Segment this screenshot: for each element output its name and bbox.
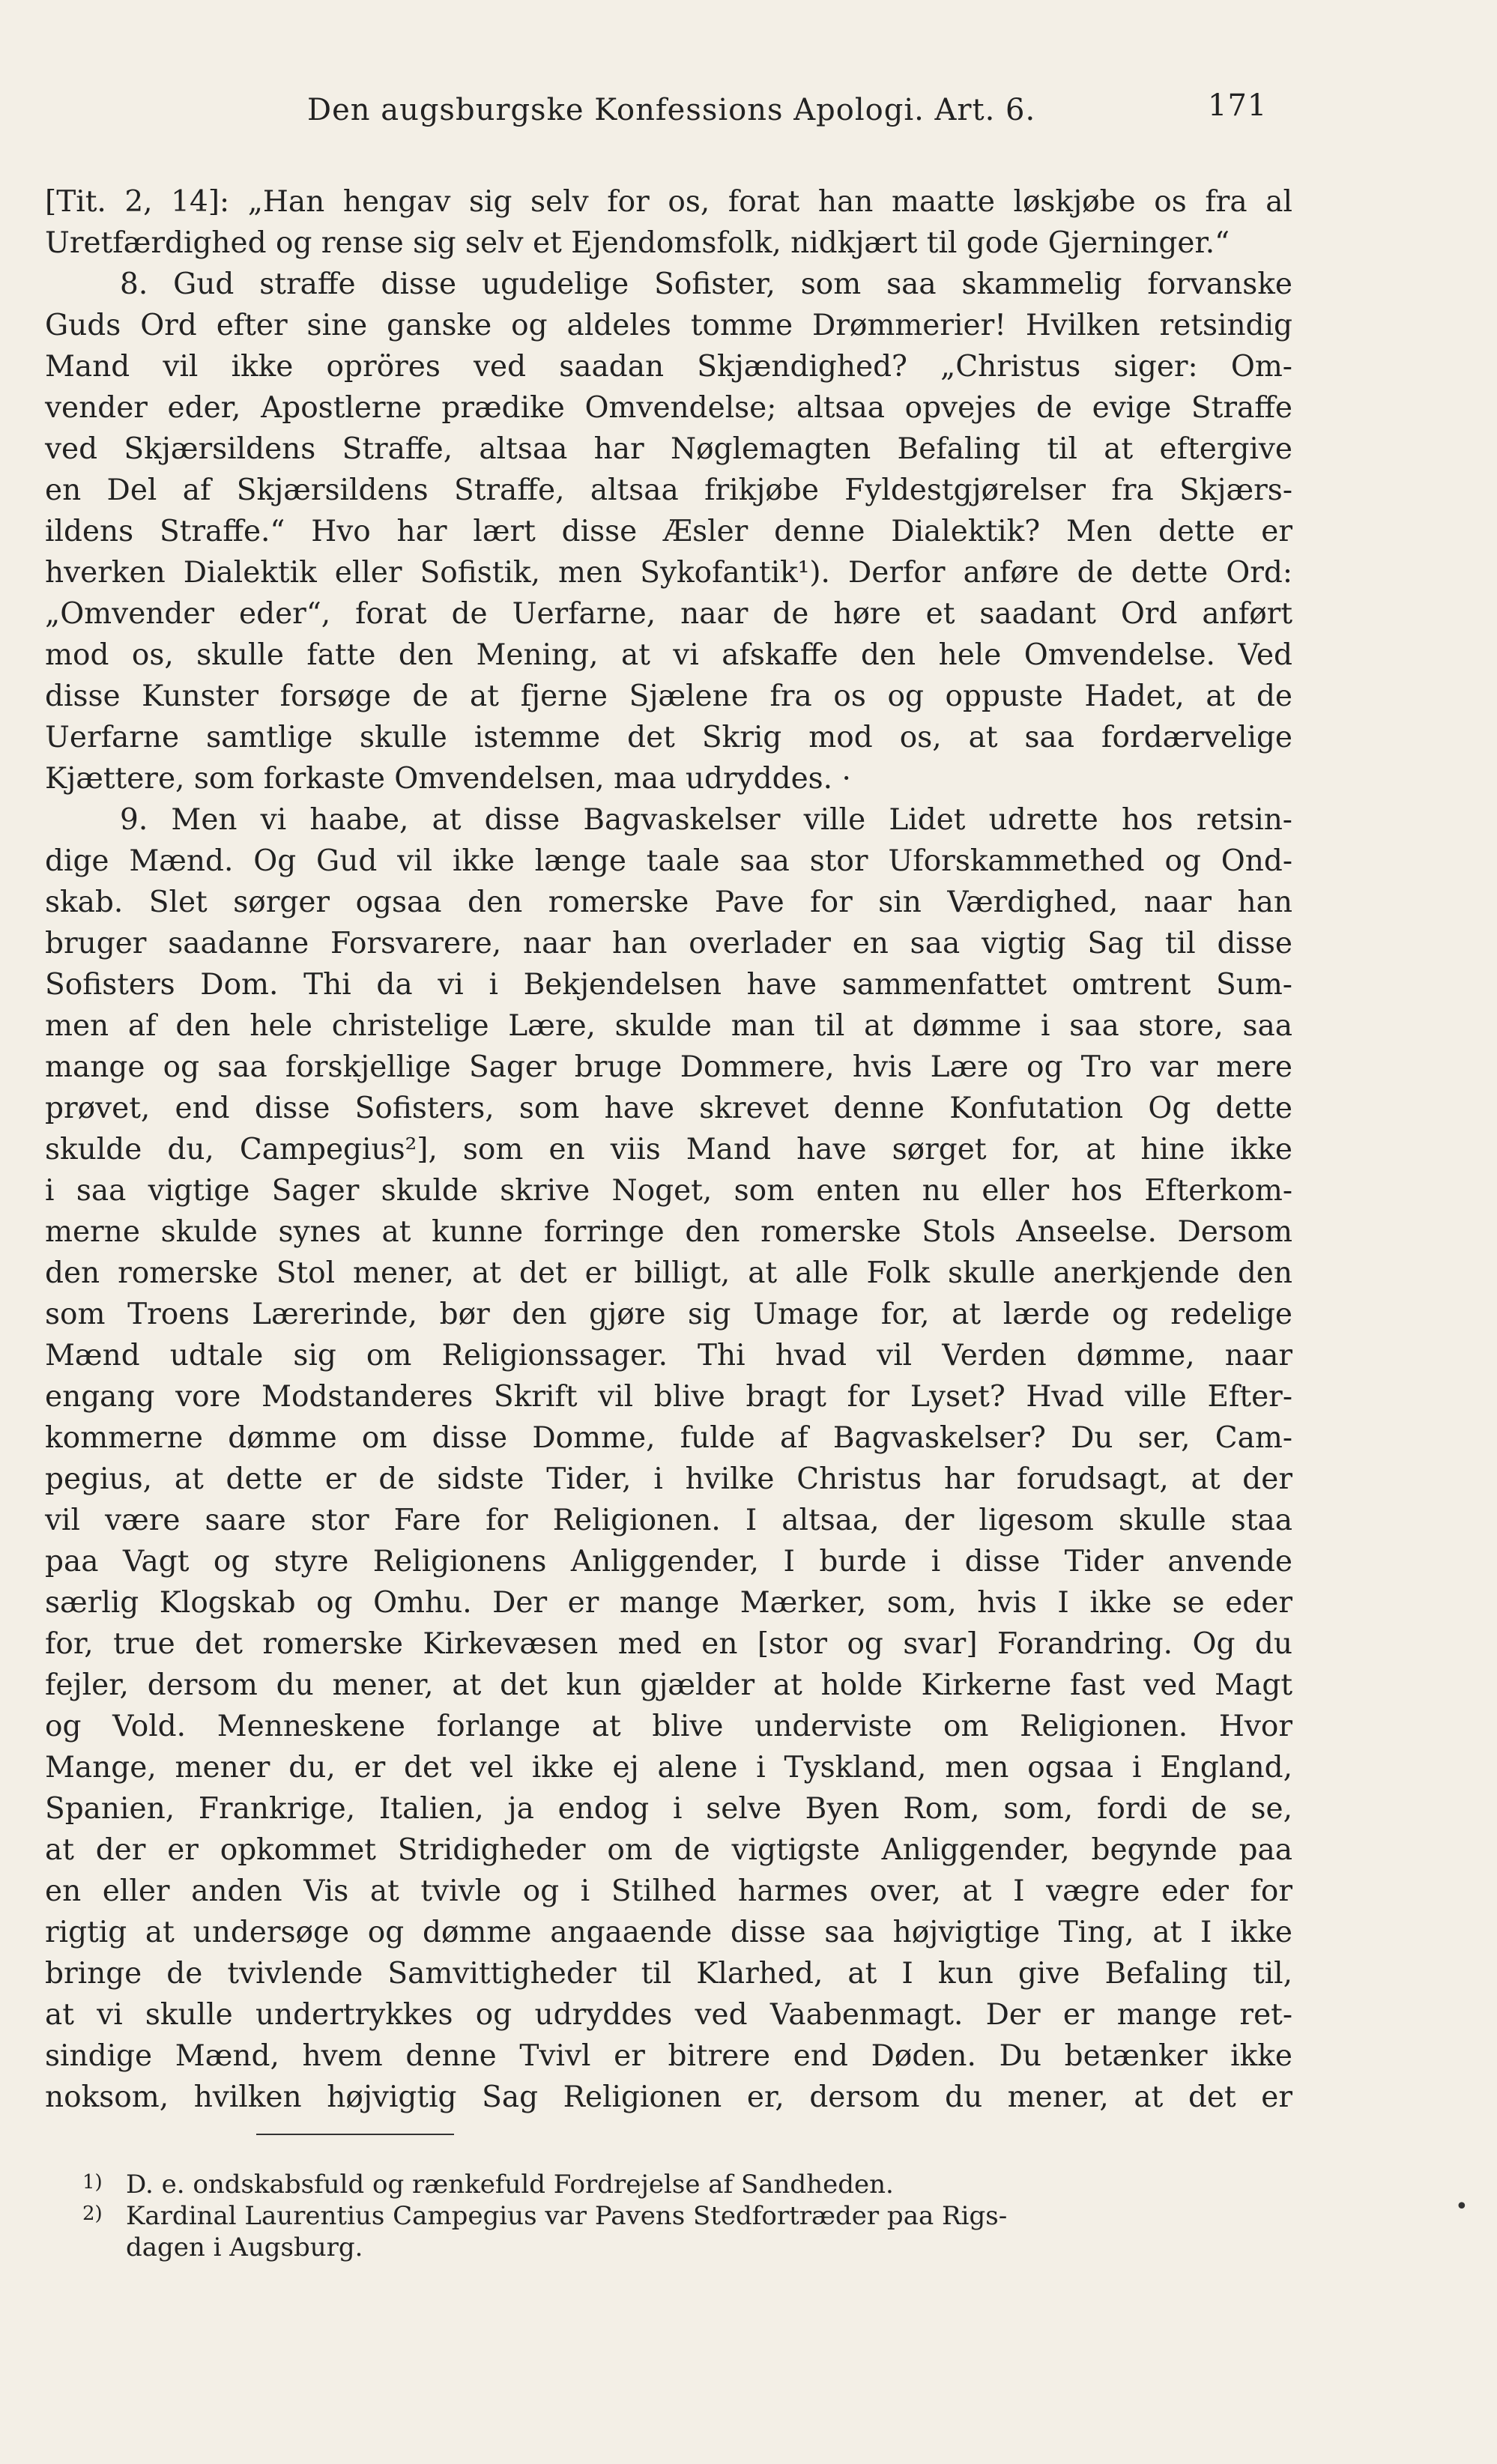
text-line: engang vore Modstanderes Skrift vil blive bragt for Lyset? Hvad ville Efter- — [45, 1380, 1292, 1414]
text-line: fejler, dersom du mener, at det kun gjælder at holde Kirkerne fast ved Magt — [45, 1668, 1292, 1702]
text-line: for, true det romerske Kirkevæsen med en [stor og svar] Forandring. Og du — [45, 1627, 1292, 1661]
text-line: i saa vigtige Sager skulde skrive Noget, som enten nu eller hos Efterkom- — [45, 1174, 1292, 1208]
text-line: Mange, mener du, er det vel ikke ej alene i Tyskland, men ogsaa i England, — [45, 1751, 1292, 1785]
text-line: Spanien, Frankrige, Italien, ja endog i selve Byen Rom, som, fordi de se, — [45, 1792, 1292, 1826]
text-line: som Troens Lærerinde, bør den gjøre sig Umage for, at lærde og redelige — [45, 1298, 1292, 1331]
footnote-line — [82, 2200, 1296, 2232]
text-line: den romerske Stol mener, at det er billigt, at alle Folk skulle anerkjende den — [45, 1256, 1292, 1290]
text-line: skab. Slet sørger ogsaa den romerske Pave for sin Værdighed, naar han — [45, 886, 1292, 919]
text-line: ildens Straffe.“ Hvo har lært disse Æsler denne Dialektik? Men dette er — [45, 515, 1292, 548]
text-line: særlig Klogskab og Omhu. Der er mange Mærker, som, hvis I ikke se eder — [45, 1586, 1292, 1620]
footnote-line — [82, 2169, 1296, 2200]
text-line: Guds Ord efter sine ganske og aldeles tomme Drømmerier! Hvilken retsindig — [45, 309, 1292, 342]
text-line: 9. Men vi haabe, at disse Bagvaskelser ville Lidet udrette hos retsin- — [120, 803, 1292, 837]
text-line: sindige Mænd, hvem denne Tvivl er bitrere end Døden. Du betænker ikke — [45, 2039, 1292, 2073]
text-line: merne skulde synes at kunne forringe den romerske Stols Anseelse. Dersom — [45, 1215, 1292, 1249]
text-line: paa Vagt og styre Religionens Anliggender, I burde i disse Tider anvende — [45, 1545, 1292, 1578]
text-line: en Del af Skjærsildens Straffe, altsaa frikjøbe Fyldestgjørelser fra Skjærs- — [45, 473, 1292, 507]
text-line: Mænd udtale sig om Religionssager. Thi hvad vil Verden dømme, naar — [45, 1339, 1292, 1372]
text-line: vil være saare stor Fare for Religionen. I altsaa, der ligesom skulle staa — [45, 1504, 1292, 1537]
text-line: vender eder, Apostlerne prædike Omvendelse; altsaa opvejes de evige Straffe — [45, 391, 1292, 425]
text-line: skulde du, Campegius²], som en viis Mand have sørget for, at hine ikke — [45, 1133, 1292, 1166]
text-line: bringe de tvivlende Samvittigheder til Klarhed, at I kun give Befaling til, — [45, 1957, 1292, 1991]
text-line: kommerne dømme om disse Domme, fulde af Bagvaskelser? Du ser, Cam- — [45, 1421, 1292, 1455]
text-line: prøvet, end disse Sofisters, som have skrevet denne Konfutation Og dette — [45, 1092, 1292, 1125]
text-line: pegius, at dette er de sidste Tider, i hvilke Christus har forudsagt, at der — [45, 1462, 1292, 1496]
text-line: en eller anden Vis at tvivle og i Stilhed harmes over, at I vægre eder for — [45, 1874, 1292, 1908]
text-line: at der er opkommet Stridigheder om de vigtigste Anliggender, begynde paa — [45, 1833, 1292, 1867]
body-text — [45, 181, 1292, 2118]
text-line: at vi skulle undertrykkes og udryddes ved Vaabenmagt. Der er mange ret- — [45, 1998, 1292, 2032]
text-line: mod os, skulle fatte den Mening, at vi afskaffe den hele Omvendelse. Ved — [45, 638, 1292, 672]
text-line: rigtig at undersøge og dømme angaaende disse saa højvigtige Ting, at I ikke — [45, 1916, 1292, 1949]
text-line: noksom, hvilken højvigtig Sag Religionen er, dersom du mener, at det er — [45, 2080, 1292, 2114]
footnote-line — [82, 2232, 1296, 2263]
text-line: og Vold. Menneskene forlange at blive underviste om Religionen. Hvor — [45, 1710, 1292, 1743]
page-number: 171 — [1208, 88, 1268, 123]
text-line: [Tit. 2, 14]: „Han hengav sig selv for os, forat han maatte løskjøbe os fra al — [45, 185, 1292, 219]
footnote-marker: 1) — [82, 2171, 103, 2194]
text-line: Mand vil ikke opröres ved saadan Skjændighed? „Christus siger: Om- — [45, 350, 1292, 384]
footnote-text: D. e. ondskabsfuld og rænkefuld Fordrejelse af Sandheden. — [126, 2170, 894, 2200]
margin-mark: • — [1455, 2194, 1469, 2220]
footnote-text: dagen i Augsburg. — [126, 2233, 363, 2262]
text-line: men af den hele christelige Lære, skulde man til at dømme i saa store, saa — [45, 1009, 1292, 1043]
footnote-marker: 2) — [82, 2203, 103, 2225]
text-line: ved Skjærsildens Straffe, altsaa har Nøglemagten Befaling til at eftergive — [45, 432, 1292, 466]
footnotes — [82, 2169, 1296, 2263]
text-line: disse Kunster forsøge de at fjerne Sjælene fra os og oppuste Hadet, at de — [45, 679, 1292, 713]
text-line: bruger saadanne Forsvarere, naar han overlader en saa vigtig Sag til disse — [45, 927, 1292, 960]
running-header — [262, 88, 1311, 133]
text-line: „Omvender eder“, forat de Uerfarne, naar de høre et saadant Ord anført — [45, 597, 1292, 631]
text-line: dige Mænd. Og Gud vil ikke længe taale saa stor Uforskammethed og Ond- — [45, 844, 1292, 878]
text-line: Kjættere, som forkaste Omvendelsen, maa udryddes. · — [45, 762, 851, 796]
footnote-divider — [256, 2134, 454, 2135]
header-title: Den augsburgske Konfessions Apologi. Art. 6. — [307, 93, 1036, 127]
text-line: Uretfærdighed og rense sig selv et Ejendomsfolk, nidkjært til gode Gjerninger.“ — [45, 226, 1230, 260]
text-line: Sofisters Dom. Thi da vi i Bekjendelsen have sammenfattet omtrent Sum- — [45, 968, 1292, 1002]
footnote-text: Kardinal Laurentius Campegius var Pavens Stedfortræder paa Rigs- — [126, 2201, 1008, 2231]
text-line: mange og saa forskjellige Sager bruge Dommere, hvis Lære og Tro var mere — [45, 1050, 1292, 1084]
text-line: 8. Gud straffe disse ugudelige Sofister, som saa skammelig forvanske — [120, 267, 1292, 301]
text-line: Uerfarne samtlige skulle istemme det Skrig mod os, at saa fordærvelige — [45, 721, 1292, 754]
text-line: hverken Dialektik eller Sofistik, men Sykofantik¹). Derfor anføre de dette Ord: — [45, 556, 1292, 590]
